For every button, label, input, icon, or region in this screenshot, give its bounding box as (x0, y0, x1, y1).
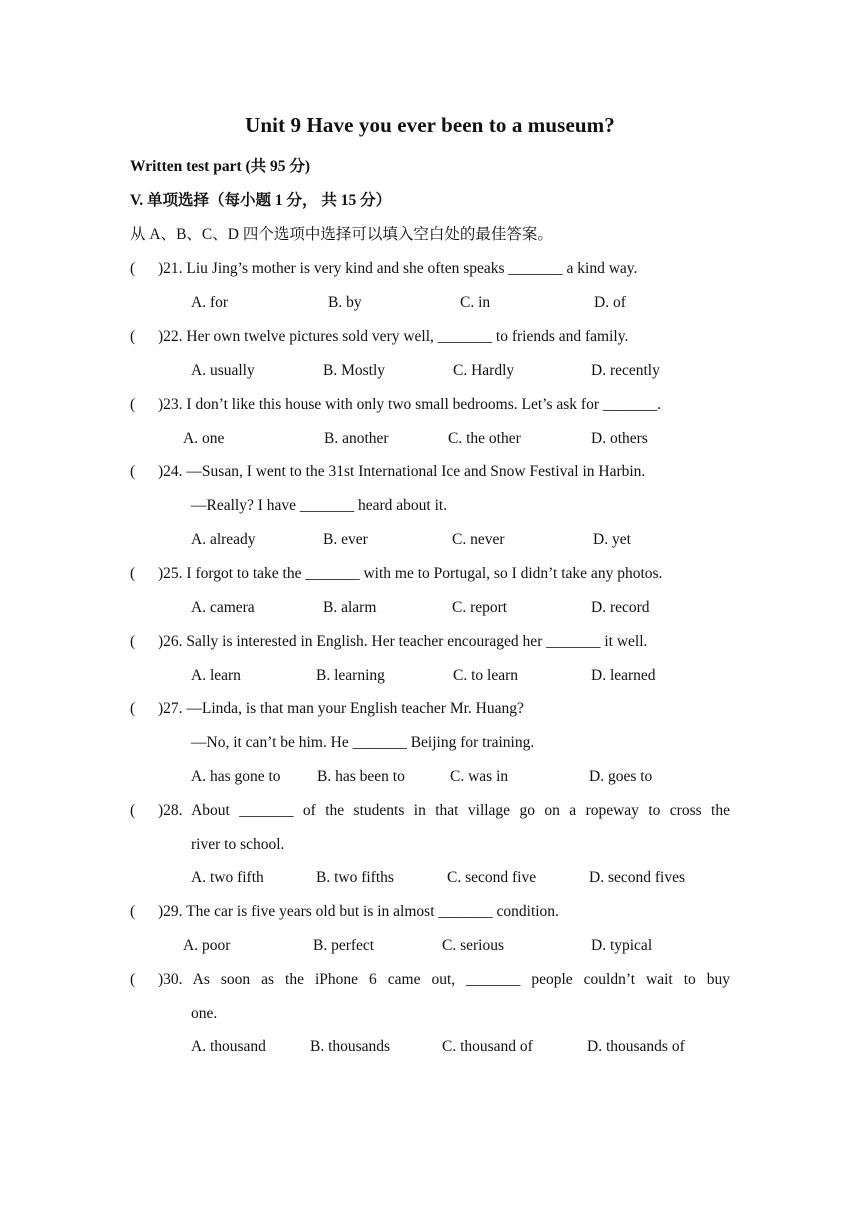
option: C. in (460, 294, 491, 311)
option: B. two fifths (316, 869, 394, 886)
option: C. report (452, 599, 508, 616)
option: D. others (591, 430, 648, 447)
option: C. serious (442, 937, 504, 954)
question-stem: ( )25. I forgot to take the _______ with me to Portugal, so I didn’t take any photos. (130, 565, 663, 582)
option: B. by (328, 294, 362, 311)
option: D. record (591, 599, 650, 616)
option: C. was in (450, 768, 509, 785)
option: B. thousands (310, 1038, 391, 1055)
question-stem: ( )30. As soon as the iPhone 6 came out, _______ people couldn’t wait to buy (130, 971, 730, 988)
option: C. to learn (453, 667, 518, 684)
question-stem: ( )26. Sally is interested in English. Her teacher encouraged her _______ it well. (130, 633, 648, 650)
option: B. another (324, 430, 389, 447)
option: D. of (594, 294, 626, 311)
option: A. has gone to (191, 768, 281, 785)
question-stem: ( )23. I don’t like this house with only two small bedrooms. Let’s ask for _______. (130, 396, 661, 413)
option: D. recently (591, 362, 660, 379)
page-title: Unit 9 Have you ever been to a museum? (245, 113, 615, 137)
option: A. for (191, 294, 229, 311)
option: A. one (183, 430, 225, 447)
option: A. usually (191, 362, 255, 379)
option: A. already (191, 531, 256, 548)
question-stem: ( )24. —Susan, I went to the 31st International Ice and Snow Festival in Harbin. (130, 463, 646, 480)
option: B. Mostly (323, 362, 386, 379)
option: C. second five (447, 869, 537, 886)
question-stem: ( )27. —Linda, is that man your English teacher Mr. Huang? (130, 700, 524, 717)
option: A. thousand (191, 1038, 266, 1055)
option: A. two fifth (191, 869, 264, 886)
option: C. thousand of (442, 1038, 533, 1055)
option: D. second fives (589, 869, 685, 886)
question-stem: ( )21. Liu Jing’s mother is very kind and she often speaks _______ a kind way. (130, 260, 638, 277)
option: B. has been to (317, 768, 405, 785)
option: D. typical (591, 937, 653, 954)
option: D. thousands of (587, 1038, 685, 1055)
option: B. ever (323, 531, 368, 548)
option: A. learn (191, 667, 241, 684)
question-stem-continuation: one. (191, 1005, 218, 1022)
option: B. alarm (323, 599, 377, 616)
option: A. poor (183, 937, 231, 954)
part-heading: Written test part (共 95 分) (130, 158, 311, 175)
instruction: 从 A、B、C、D 四个选项中选择可以填入空白处的最佳答案。 (130, 226, 553, 243)
option: D. goes to (589, 768, 653, 785)
option: D. yet (593, 531, 631, 548)
option: B. learning (316, 667, 385, 684)
question-stem: ( )28. About _______ of the students in that village go on a ropeway to cross the (130, 802, 730, 819)
option: D. learned (591, 667, 656, 684)
option: C. Hardly (453, 362, 515, 379)
option: C. the other (448, 430, 521, 447)
section-heading: V. 单项选择（每小题 1 分， 共 15 分） (130, 192, 392, 209)
question-stem-continuation: —No, it can’t be him. He _______ Beijing for training. (191, 734, 535, 751)
question-stem: ( )29. The car is five years old but is in almost _______ condition. (130, 903, 559, 920)
question-stem: ( )22. Her own twelve pictures sold very well, _______ to friends and family. (130, 328, 629, 345)
option: A. camera (191, 599, 255, 616)
question-stem-continuation: river to school. (191, 836, 285, 853)
option: C. never (452, 531, 505, 548)
option: B. perfect (313, 937, 375, 954)
question-stem-continuation: —Really? I have _______ heard about it. (191, 497, 448, 514)
